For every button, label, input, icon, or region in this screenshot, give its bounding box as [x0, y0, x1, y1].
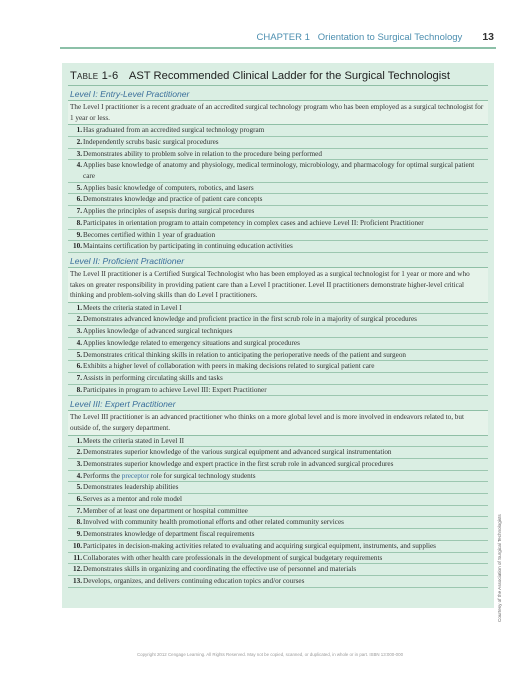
item-text: Assists in performing circulating skills and tasks [83, 373, 223, 382]
item-number: 8. [76, 218, 82, 227]
item-text: Demonstrates ability to problem solve in relation to the procedure being performed [83, 149, 322, 158]
item-number: 3. [76, 327, 82, 336]
item-text: Maintains certification by participating in continuing education activities [83, 242, 293, 251]
criteria-list [68, 303, 488, 397]
level-description: The Level III practitioner is an advanced practitioner who thinks on a more global level and is more involved in endeavors related to, but outside of, the surgery department. [68, 411, 488, 435]
item-number: 9. [76, 530, 82, 539]
list-item [68, 350, 488, 362]
table-title [68, 67, 488, 86]
item-number: 9. [76, 230, 82, 239]
list-item [68, 436, 488, 448]
list-item [68, 183, 488, 195]
list-item [68, 506, 488, 518]
item-text: Meets the criteria stated in Level II [83, 436, 184, 445]
list-item [68, 338, 488, 350]
clinical-ladder-table [62, 63, 494, 608]
list-item [68, 447, 488, 459]
item-number: 4. [76, 471, 82, 480]
list-item [68, 160, 488, 182]
item-text: Participates in orientation program to attain competency in complex cases and achieve Level II: Proficient Practitioner [83, 218, 424, 227]
item-text: Exhibits a higher level of collaboration with peers in making decisions related to surgical patient care [83, 362, 375, 371]
item-number: 1. [76, 126, 82, 135]
glossary-term: preceptor [121, 471, 149, 480]
table-title-text: AST Recommended Clinical Ladder for the Surgical Technologist [128, 70, 450, 82]
list-item [68, 373, 488, 385]
item-text: Serves as a mentor and role model [83, 495, 182, 504]
item-text: Meets the criteria stated in Level I [83, 303, 182, 312]
item-number: 6. [76, 195, 82, 204]
item-text: Demonstrates skills in organizing and coordinating the effective use of personnel and materials [83, 565, 357, 574]
list-item [68, 471, 488, 483]
item-number: 5. [76, 183, 82, 192]
item-text: Participates in program to achieve Level III: Expert Practitioner [83, 385, 267, 394]
item-number: 8. [76, 518, 82, 527]
list-item [68, 482, 488, 494]
item-number: 3. [76, 459, 82, 468]
list-item [68, 517, 488, 529]
side-credit: Courtesy of the Association of Surgical Technologists [497, 514, 502, 622]
list-item [68, 576, 488, 588]
item-text: Becomes certified within 1 year of graduation [83, 230, 216, 239]
level-heading: Level II: Proficient Practitioner [68, 255, 488, 268]
list-item [68, 194, 488, 206]
item-number: 7. [76, 207, 82, 216]
list-item [68, 125, 488, 137]
item-text: Develops, organizes, and delivers continuing education topics and/or courses [83, 576, 305, 585]
item-number: 10. [73, 541, 82, 550]
item-text: Involved with community health promotional efforts and other related community services [83, 518, 344, 527]
list-item [68, 303, 488, 315]
list-item [68, 218, 488, 230]
item-number: 2. [76, 315, 82, 324]
item-text: Demonstrates critical thinking skills in relation to anticipating the perioperative needs of the patient and surgeon [83, 350, 407, 359]
list-item [68, 361, 488, 373]
item-text: Independently scrubs basic surgical procedures [83, 137, 219, 146]
item-number: 2. [76, 137, 82, 146]
list-item [68, 137, 488, 149]
item-number: 3. [76, 149, 82, 158]
item-number: 7. [76, 373, 82, 382]
item-number: 6. [76, 362, 82, 371]
list-item [68, 385, 488, 397]
item-text: Member of at least one department or hospital committee [83, 506, 248, 515]
criteria-list [68, 436, 488, 588]
level-description: The Level II practitioner is a Certified Surgical Technologist who has been employed as a surgical technologist for 1 year or more and who takes on greater responsibility in providing patient care than a Level I practitioner. Level II practitioners demonstrate higher-level critical thinking and problem-solving skills than do Level I practitioners. [68, 268, 488, 303]
list-item [68, 230, 488, 242]
item-number: 10. [73, 242, 82, 251]
item-text: Demonstrates superior knowledge of the various surgical equipment and advanced surgical instrumentation [83, 448, 392, 457]
list-item [68, 564, 488, 576]
item-text: Collaborates with other health care professionals in the development of surgical budgetary requirements [83, 553, 383, 562]
list-item [68, 326, 488, 338]
chapter-title: Orientation to Surgical Technology [317, 32, 463, 43]
list-item [68, 541, 488, 553]
table-body [68, 88, 488, 588]
header-rule [60, 47, 496, 49]
criteria-list [68, 125, 488, 253]
running-head [250, 31, 494, 43]
item-number: 7. [76, 506, 82, 515]
item-text: Demonstrates superior knowledge and expert practice in the first scrub role in advanced surgical procedures [83, 459, 394, 468]
item-text: Applies base knowledge of anatomy and physiology, medical terminology, microbiology, and pharmacology for optimal surgical patient care [83, 161, 475, 180]
item-number: 11. [73, 553, 82, 562]
item-number: 4. [76, 338, 82, 347]
item-text: Has graduated from an accredited surgical technology program [83, 126, 265, 135]
item-number: 2. [76, 448, 82, 457]
list-item [68, 314, 488, 326]
table-label: Table 1-6 [70, 70, 119, 82]
item-text: Demonstrates knowledge of department fiscal requirements [83, 530, 255, 539]
item-number: 1. [76, 303, 82, 312]
list-item [68, 529, 488, 541]
copyright-footer: Copyright 2012 Cengage Learning. All Rights Reserved. May not be copied, scanned, or duplicated, in whole or in part. ISBN 13:000-000 [136, 652, 404, 657]
item-number: 5. [76, 483, 82, 492]
list-item [68, 553, 488, 565]
level-heading: Level I: Entry-Level Practitioner [68, 88, 488, 101]
list-item [68, 149, 488, 161]
item-text: Applies knowledge of advanced surgical techniques [83, 327, 233, 336]
item-text: Demonstrates leadership abilities [83, 483, 179, 492]
item-number: 12. [73, 565, 82, 574]
level-description: The Level I practitioner is a recent graduate of an accredited surgical technology program who has been employed as a surgical technologist for 1 year or less. [68, 101, 488, 125]
item-text: Participates in decision-making activities related to evaluating and acquiring surgical equipment, instruments, and supplies [83, 541, 436, 550]
list-item [68, 459, 488, 471]
level-heading: Level III: Expert Practitioner [68, 398, 488, 411]
page-number: 13 [482, 31, 494, 43]
item-number: 6. [76, 495, 82, 504]
item-number: 8. [76, 385, 82, 394]
item-number: 4. [76, 161, 82, 170]
item-number: 5. [76, 350, 82, 359]
list-item [68, 241, 488, 253]
item-text: Applies basic knowledge of computers, robotics, and lasers [83, 183, 254, 192]
chapter-label: CHAPTER 1 [256, 32, 310, 43]
item-text: Applies knowledge related to emergency situations and surgical procedures [83, 338, 300, 347]
item-text: Performs the preceptor role for surgical technology students [83, 471, 256, 480]
list-item [68, 494, 488, 506]
item-number: 13. [73, 576, 82, 585]
item-text: Applies the principles of asepsis during surgical procedures [83, 207, 255, 216]
item-text: Demonstrates advanced knowledge and proficient practice in the first scrub role in a majority of surgical procedures [83, 315, 417, 324]
list-item [68, 206, 488, 218]
item-number: 1. [76, 436, 82, 445]
item-text: Demonstrates knowledge and practice of patient care concepts [83, 195, 263, 204]
